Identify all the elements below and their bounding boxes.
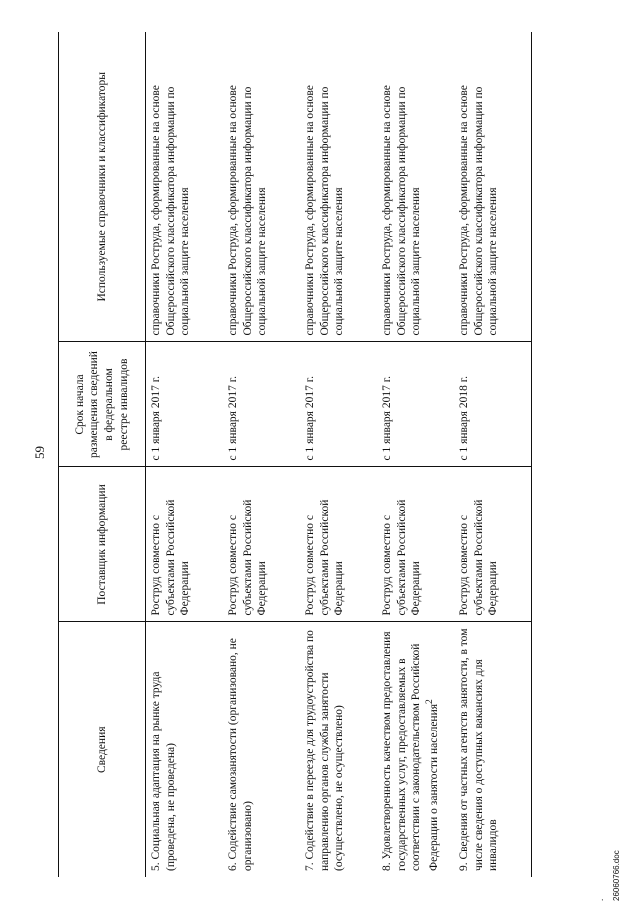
cell-info: 6. Содействие самозанятости (организовано, не организовано) — [227, 638, 254, 871]
data-table — [58, 32, 532, 877]
table-row — [300, 32, 377, 877]
cell-provider: Роструд совместно с субъектами Российской Федерации — [454, 467, 532, 622]
cell-info-text: 8. Удовлетворенность качеством предоставления государственных услуг, предоставляемых в соответствии с законодательством Российской Федерации о занятости населения — [381, 631, 440, 871]
table-row — [377, 32, 454, 877]
cell-provider: Роструд совместно с субъектами Российской Федерации — [146, 467, 224, 622]
table-row — [454, 32, 532, 877]
cell-info: 7. Содействие в переезде для трудоустройства по направлению органов службы занятости (осуществлено, не осуществлено) — [304, 630, 346, 871]
cell-info: 9. Сведения от частных агентств занятости, в том числе сведения о доступных вакансиях для инвалидов — [454, 622, 532, 877]
cell-start-date: с 1 января 2017 г. — [146, 342, 224, 467]
cell-references: справочники Роструда, сформированные на основе Общероссийского классификатора информации по социальной защите населения — [300, 32, 377, 342]
footer-file-code: 26060766.doc — [612, 850, 621, 901]
cell-provider: Роструд совместно с субъектами Российской Федерации — [377, 467, 454, 622]
cell-provider: Роструд совместно с субъектами Российской Федерации — [300, 467, 377, 622]
cell-info: 5. Социальная адаптация на рынке труда (проведена, не проведена) — [150, 671, 177, 871]
cell-start-date: с 1 января 2017 г. — [377, 342, 454, 467]
cell-info — [377, 622, 454, 877]
header-references: Используемые справочники и классификаторы — [59, 32, 146, 342]
scan-dot: . — [595, 898, 605, 901]
table-row — [223, 32, 300, 877]
cell-provider: Роструд совместно с субъектами Российской Федерации — [223, 467, 300, 622]
page-number: 59 — [32, 446, 47, 459]
cell-references: справочники Роструда, сформированные на основе Общероссийского классификатора информации по социальной защите населения — [146, 32, 224, 342]
header-provider: Поставщик информации — [59, 467, 146, 622]
cell-references: справочники Роструда, сформированные на основе Общероссийского классификатора информации по социальной защите населения — [223, 32, 300, 342]
cell-start-date: с 1 января 2018 г. — [454, 342, 532, 467]
header-info: Сведения — [59, 622, 146, 877]
table-header-row — [59, 32, 146, 877]
cell-start-date: с 1 января 2017 г. — [300, 342, 377, 467]
table-row — [146, 32, 224, 877]
cell-references: справочники Роструда, сформированные на основе Общероссийского классификатора информации по социальной защите населения — [377, 32, 454, 342]
header-start-date: Срок начала размещения сведений в федеральном реестре инвалидов — [59, 342, 146, 467]
cell-start-date: с 1 января 2017 г. — [223, 342, 300, 467]
cell-references: справочники Роструда, сформированные на основе Общероссийского классификатора информации по социальной защите населения — [454, 32, 532, 342]
footnote-marker: 2 — [424, 699, 436, 704]
